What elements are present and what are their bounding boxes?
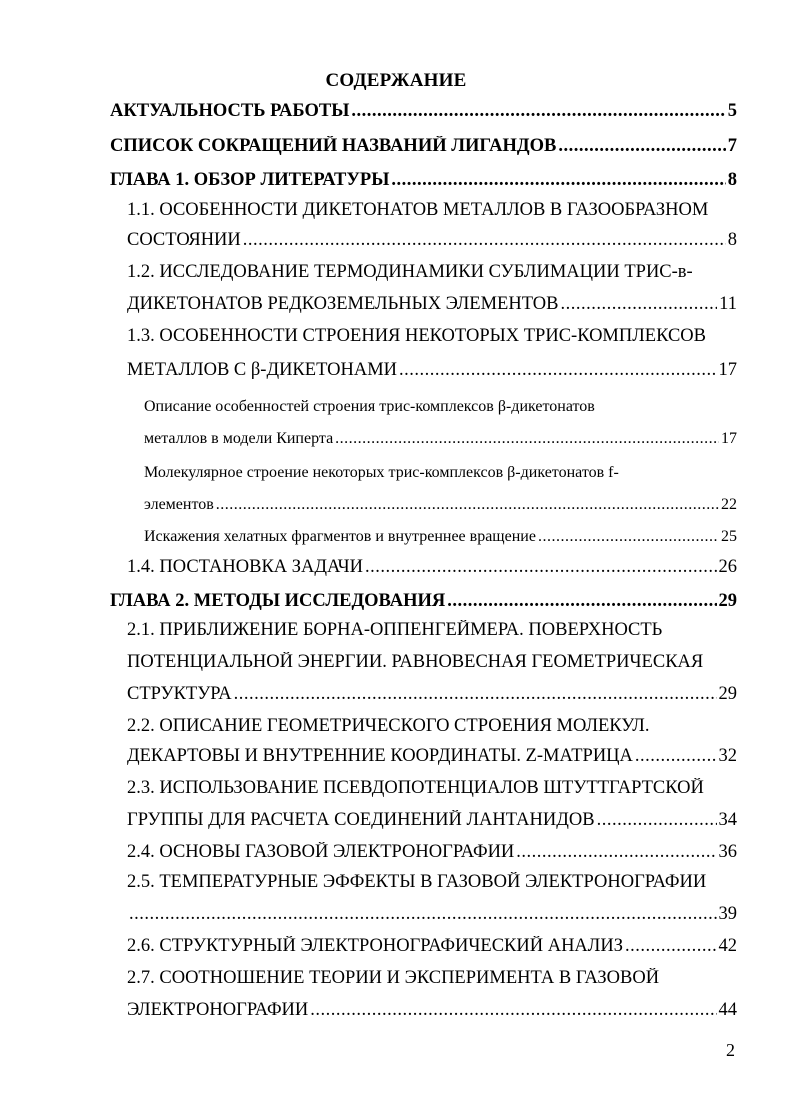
toc-dot-leader [447,591,716,612]
toc-entry-1-3-line1[interactable] [127,326,737,347]
toc-entry-text: ПОТЕНЦИАЛЬНОЙ ЭНЕРГИИ. РАВНОВЕСНАЯ ГЕОМЕТРИЧЕСКАЯ [127,652,704,672]
toc-page-number: 29 [718,591,737,611]
toc-entry-text: ДИКЕТОНАТОВ РЕДКОЗЕМЕЛЬНЫХ ЭЛЕМЕНТОВ [127,294,559,314]
toc-page-number: 42 [718,936,737,956]
toc-entry-text: металлов в модели Киперта [144,430,334,447]
toc-entry-2-3-line2[interactable] [127,810,737,831]
toc-entry-text: 2.5. ТЕМПЕРАТУРНЫЕ ЭФФЕКТЫ В ГАЗОВОЙ ЭЛЕКТРОНОГРАФИИ [127,872,707,892]
toc-page-number: 17 [721,430,737,447]
toc-entry-text: 2.2. ОПИСАНИЕ ГЕОМЕТРИЧЕСКОГО СТРОЕНИЯ МОЛЕКУЛ. [127,716,650,736]
toc-page-number: 8 [727,230,737,250]
toc-dot-leader [538,528,719,546]
toc-dot-leader [560,294,717,315]
toc-entry-text: 1.3. ОСОБЕННОСТИ СТРОЕНИЯ НЕКОТОРЫХ ТРИС-КОМПЛЕКСОВ [127,326,707,346]
toc-entry-2-1-line1[interactable] [127,620,737,641]
toc-dot-leader [635,746,717,767]
toc-entry-text: 2.3. ИСПОЛЬЗОВАНИЕ ПСЕВДОПОТЕНЦИАЛОВ ШТУТТГАРТСКОЙ [127,778,704,798]
toc-entry-2-7-line1[interactable] [127,968,737,989]
toc-page-number: 29 [718,684,737,704]
toc-page-number: 8 [727,170,737,190]
toc-entry-text: ЭЛЕКТРОНОГРАФИИ [127,1000,309,1020]
toc-entry-1-2-line2[interactable] [127,294,737,315]
toc-dot-leader [391,170,725,191]
toc-entry-2-2-line1[interactable] [127,716,737,737]
toc-page-number: 7 [727,136,737,156]
toc-entry-chapter-1[interactable] [110,170,737,191]
toc-dot-leader [234,684,717,705]
toc-page-number: 26 [718,557,737,577]
toc-entry-2-4[interactable] [127,842,737,863]
toc-entry-1-1-line1[interactable] [127,200,737,221]
toc-entry-2-7-line2[interactable] [127,1000,737,1021]
toc-dot-leader [399,360,716,381]
toc-entry-text: 1.1. ОСОБЕННОСТИ ДИКЕТОНАТОВ МЕТАЛЛОВ В ГАЗООБРАЗНОМ [127,200,709,220]
toc-entry-text: 2.7. СООТНОШЕНИЕ ТЕОРИИ И ЭКСПЕРИМЕНТА В ГАЗОВОЙ [127,968,660,988]
page-number: 2 [726,1040,735,1060]
toc-entry-text: СПИСОК СОКРАЩЕНИЙ НАЗВАНИЙ ЛИГАНДОВ [110,136,557,156]
toc-entry-1-4[interactable] [127,557,737,578]
toc-entry-text: Описание особенностей строения трис-комплексов β-дикетонатов [144,398,595,415]
toc-entry-text: МЕТАЛЛОВ С β-ДИКЕТОНАМИ [127,360,398,380]
toc-dot-leader [365,557,717,578]
toc-dot-leader [129,904,717,925]
toc-page-number: 36 [718,842,737,862]
toc-entry-text: 2.4. ОСНОВЫ ГАЗОВОЙ ЭЛЕКТРОНОГРАФИИ [127,842,515,862]
toc-dot-leader [597,810,717,831]
toc-page-number: 44 [718,1000,737,1020]
toc-page-number: 11 [719,294,737,314]
toc-entry-text: Молекулярное строение некоторых трис-комплексов β-дикетонатов f- [144,464,619,481]
toc-page-number: 25 [721,528,737,545]
toc-entry-2-2-line2[interactable] [127,746,737,767]
toc-entry-2-1-line2[interactable] [127,652,737,673]
toc-dot-leader [216,496,719,514]
toc-entry-2-6[interactable] [127,936,737,957]
toc-entry-text: 1.4. ПОСТАНОВКА ЗАДАЧИ [127,557,363,577]
toc-page-number: 17 [718,360,737,380]
toc-subentry-chelate-distortion[interactable] [144,528,737,546]
toc-entry-1-2-line1[interactable] [127,262,737,283]
toc-entry-chapter-2[interactable] [110,591,737,612]
toc-dot-leader [335,430,719,448]
toc-subentry-f-elements-line2[interactable] [144,496,737,514]
toc-entry-text: 2.1. ПРИБЛИЖЕНИЕ БОРНА-ОППЕНГЕЙМЕРА. ПОВЕРХНОСТЬ [127,620,663,640]
toc-entry-abbreviations[interactable] [110,136,737,157]
toc-entry-text: элементов [144,496,214,513]
toc-entry-text: СОСТОЯНИИ [127,230,241,250]
toc-entry-2-5-line1[interactable] [127,872,737,893]
toc-entry-text: 1.2. ИССЛЕДОВАНИЕ ТЕРМОДИНАМИКИ СУБЛИМАЦИИ ТРИС-в- [127,262,693,282]
toc-entry-1-1-line2[interactable] [127,230,737,251]
toc-page-number: 32 [718,746,737,766]
toc-dot-leader [558,136,725,157]
toc-subentry-kepert-line1[interactable] [144,398,737,416]
toc-entry-2-3-line1[interactable] [127,778,737,799]
toc-entry-2-1-line3[interactable] [127,684,737,705]
toc-entry-text: Искажения хелатных фрагментов и внутреннее вращение [144,528,536,545]
page-title: СОДЕРЖАНИЕ [325,70,467,91]
toc-subentry-kepert-line2[interactable] [144,430,737,448]
toc-entry-text: ГЛАВА 2. МЕТОДЫ ИССЛЕДОВАНИЯ [110,591,446,611]
toc-entry-text: СТРУКТУРА [127,684,232,704]
toc-dot-leader [516,842,716,863]
toc-page-number: 39 [718,904,737,924]
toc-subentry-f-elements-line1[interactable] [144,464,737,482]
toc-entry-text: ГРУППЫ ДЛЯ РАСЧЕТА СОЕДИНЕНИЙ ЛАНТАНИДОВ [127,810,595,830]
toc-entry-2-5-line2[interactable] [127,904,737,925]
toc-entry-text: ГЛАВА 1. ОБЗОР ЛИТЕРАТУРЫ [110,170,390,190]
toc-entry-text: 2.6. СТРУКТУРНЫЙ ЭЛЕКТРОНОГРАФИЧЕСКИЙ АНАЛИЗ [127,936,623,956]
toc-entry-text: АКТУАЛЬНОСТЬ РАБОТЫ [110,101,350,121]
toc-entry-text: ДЕКАРТОВЫ И ВНУТРЕННИЕ КООРДИНАТЫ. Z-МАТРИЦА [127,746,633,766]
toc-dot-leader [625,936,717,957]
toc-dot-leader [351,101,725,122]
toc-page-number: 22 [721,496,737,513]
toc-entry-1-3-line2[interactable] [127,360,737,381]
toc-page-number: 34 [718,810,737,830]
toc-entry-relevance[interactable] [110,101,737,122]
toc-page-number: 5 [727,101,737,121]
toc-dot-leader [243,230,726,251]
toc-dot-leader [310,1000,716,1021]
